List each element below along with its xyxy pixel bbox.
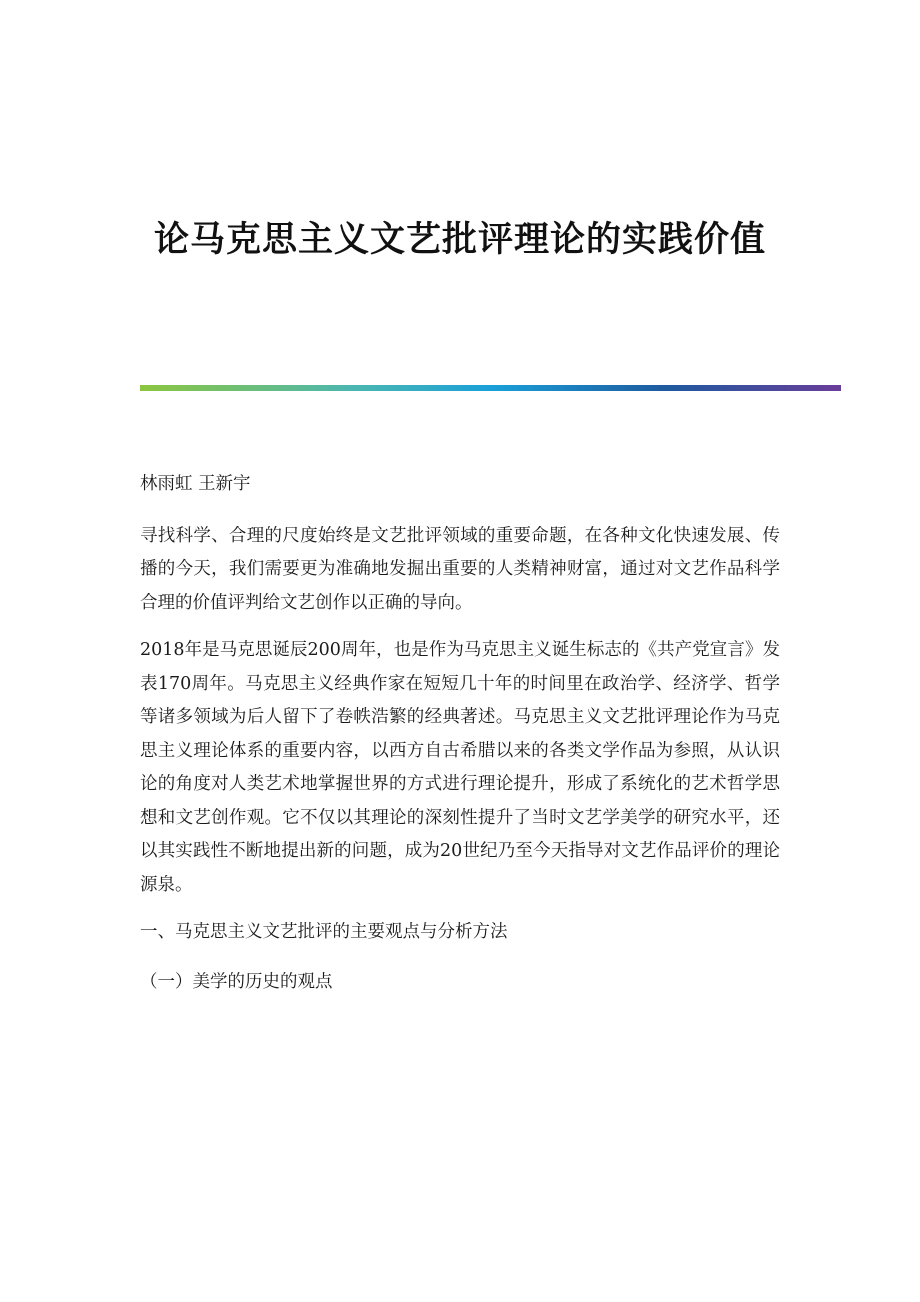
document-body: [140, 468, 780, 1013]
paragraph-background: 2018年是马克思诞辰200周年，也是作为马克思主义诞生标志的《共产党宣言》发表170周年。马克思主义经典作家在短短几十年的时间里在政治学、经济学、哲学等诸多领域为后人留下了卷帙浩繁的经典著述。马克思主义文艺批评理论作为马克思主义理论体系的重要内容，以西方自古希腊以来的各类文学作品为参照，从认识论的角度对人类艺术地掌握世界的方式进行理论提升，形成了系统化的艺术哲学思想和文艺创作观。它不仅以其理论的深刻性提升了当时文艺学美学的研究水平，还以其实践性不断地提出新的问题，成为20世纪乃至今天指导对文艺作品评价的理论源泉。: [140, 640, 780, 895]
paragraph-intro: 寻找科学、合理的尺度始终是文艺批评领域的重要命题，在各种文化快速发展、传播的今天，我们需要更为准确地发掘出重要的人类精神财富，通过对文艺作品科学合理的价值评判给文艺创作以正确的导向。: [140, 525, 780, 613]
subsection-heading: （一）美学的历史的观点: [140, 971, 333, 992]
section-heading: 一、马克思主义文艺批评的主要观点与分析方法: [140, 922, 508, 942]
authors-line: 林雨虹 王新宇: [140, 474, 251, 494]
document-title: 论马克思主义文艺批评理论的实践价值: [153, 219, 766, 260]
title-divider: [140, 385, 841, 391]
